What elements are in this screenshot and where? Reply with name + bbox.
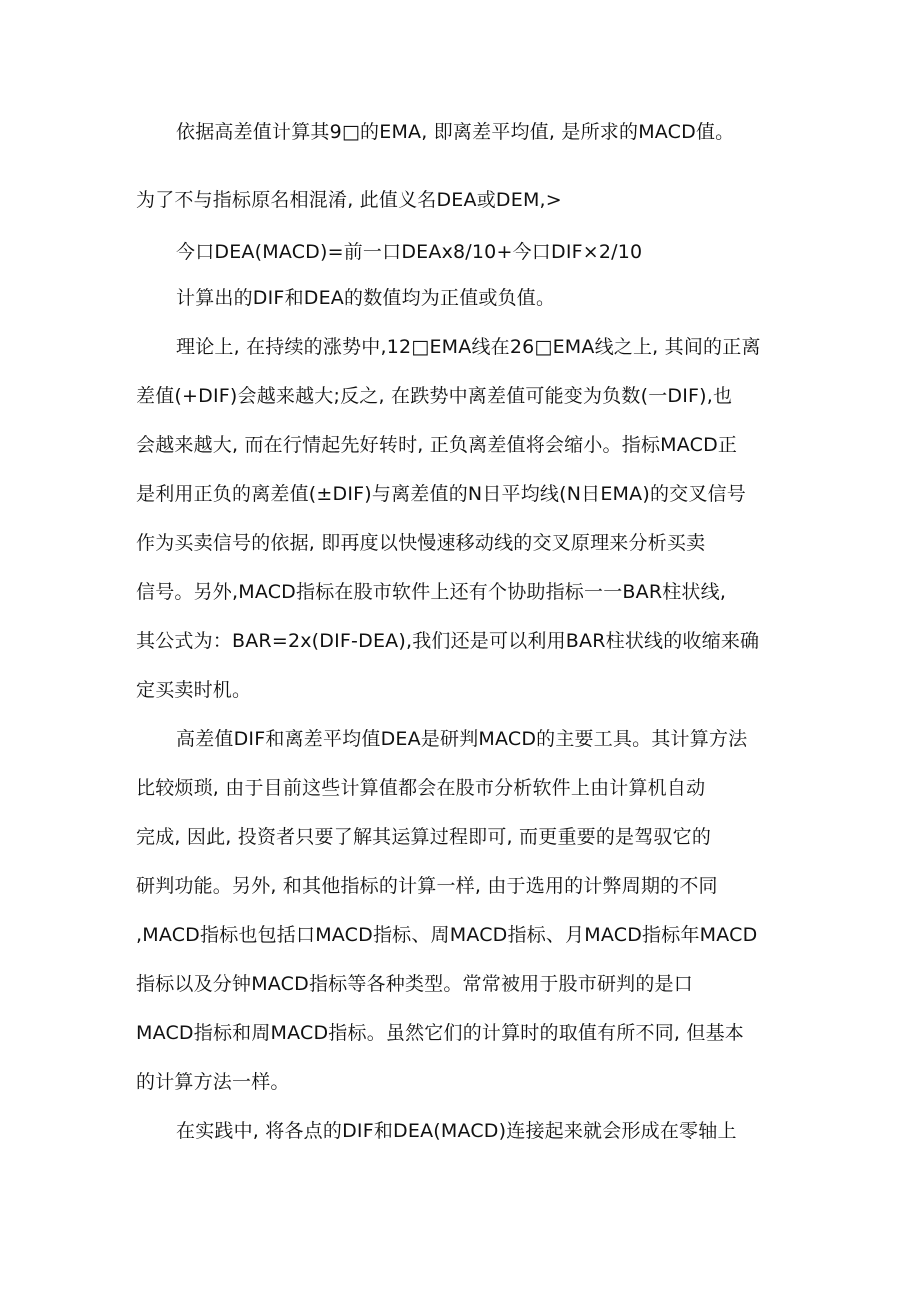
- text-line: 是利用正负的离差值(±DIF)与离差值的N日平均线(N日EMA)的交叉信号: [136, 483, 746, 505]
- text-line: 信号。另外,MACD指标在股市软件上还有个协助指标一一BAR柱状线,: [136, 581, 727, 603]
- text-line: 研判功能。另外, 和其他指标的计算一样, 由于选用的计弊周期的不同: [136, 875, 718, 897]
- text-line: ,MACD指标也包括口MACD指标、周MACD指标、月MACD指标年MACD: [136, 924, 758, 946]
- text-line: 在实践中, 将各点的DIF和DEA(MACD)连接起来就会形成在零轴上: [176, 1120, 737, 1142]
- text-line: 的计算方法一样。: [136, 1071, 290, 1093]
- text-line: 差值(+DIF)会越来越大;反之, 在跌势中离差值可能变为负数(一DIF),也: [136, 385, 733, 407]
- text-line: 理论上, 在持续的涨势中,12□EMA线在26□EMA线之上, 其间的正离: [176, 336, 761, 358]
- text-line: 定买卖时机。: [136, 679, 252, 701]
- text-line: 指标以及分钟MACD指标等各种类型。常常被用于股市研判的是口: [136, 973, 693, 995]
- text-line: 为了不与指标原名相混淆, 此值义名DEA或DEM,>: [136, 189, 562, 211]
- text-line: 作为买卖信号的依据, 即再度以快慢速移动线的交叉原理来分析买卖: [136, 532, 706, 554]
- text-line: 完成, 因此, 投资者只要了解其运算过程即可, 而更重要的是驾驭它的: [136, 826, 712, 848]
- text-line: 今口DEA(MACD)=前一口DEAx8∕10+今口DIF×2∕10: [176, 241, 643, 263]
- text-line: 比较烦琐, 由于目前这些计算值都会在股市分析软件上由计算机自动: [136, 777, 706, 799]
- text-line: 高差值DIF和离差平均值DEA是研判MACD的主要工具。其计算方法: [176, 728, 748, 750]
- text-line: 其公式为：BAR=2x(DIF-DEA),我们还是可以利用BAR柱状线的收缩来确: [136, 630, 760, 652]
- text-line: 会越来越大, 而在行情起先好转时, 正负离差值将会缩小。指标MACD正: [136, 434, 738, 456]
- text-line: MACD指标和周MACD指标。虽然它们的计算时的取值有所不同, 但基本: [136, 1022, 744, 1044]
- text-line: 依据高差值计算其9□的EMA, 即离差平均值, 是所求的MACD值。: [176, 121, 735, 143]
- text-line: 计算出的DIF和DEA的数值均为正值或负值。: [176, 287, 556, 309]
